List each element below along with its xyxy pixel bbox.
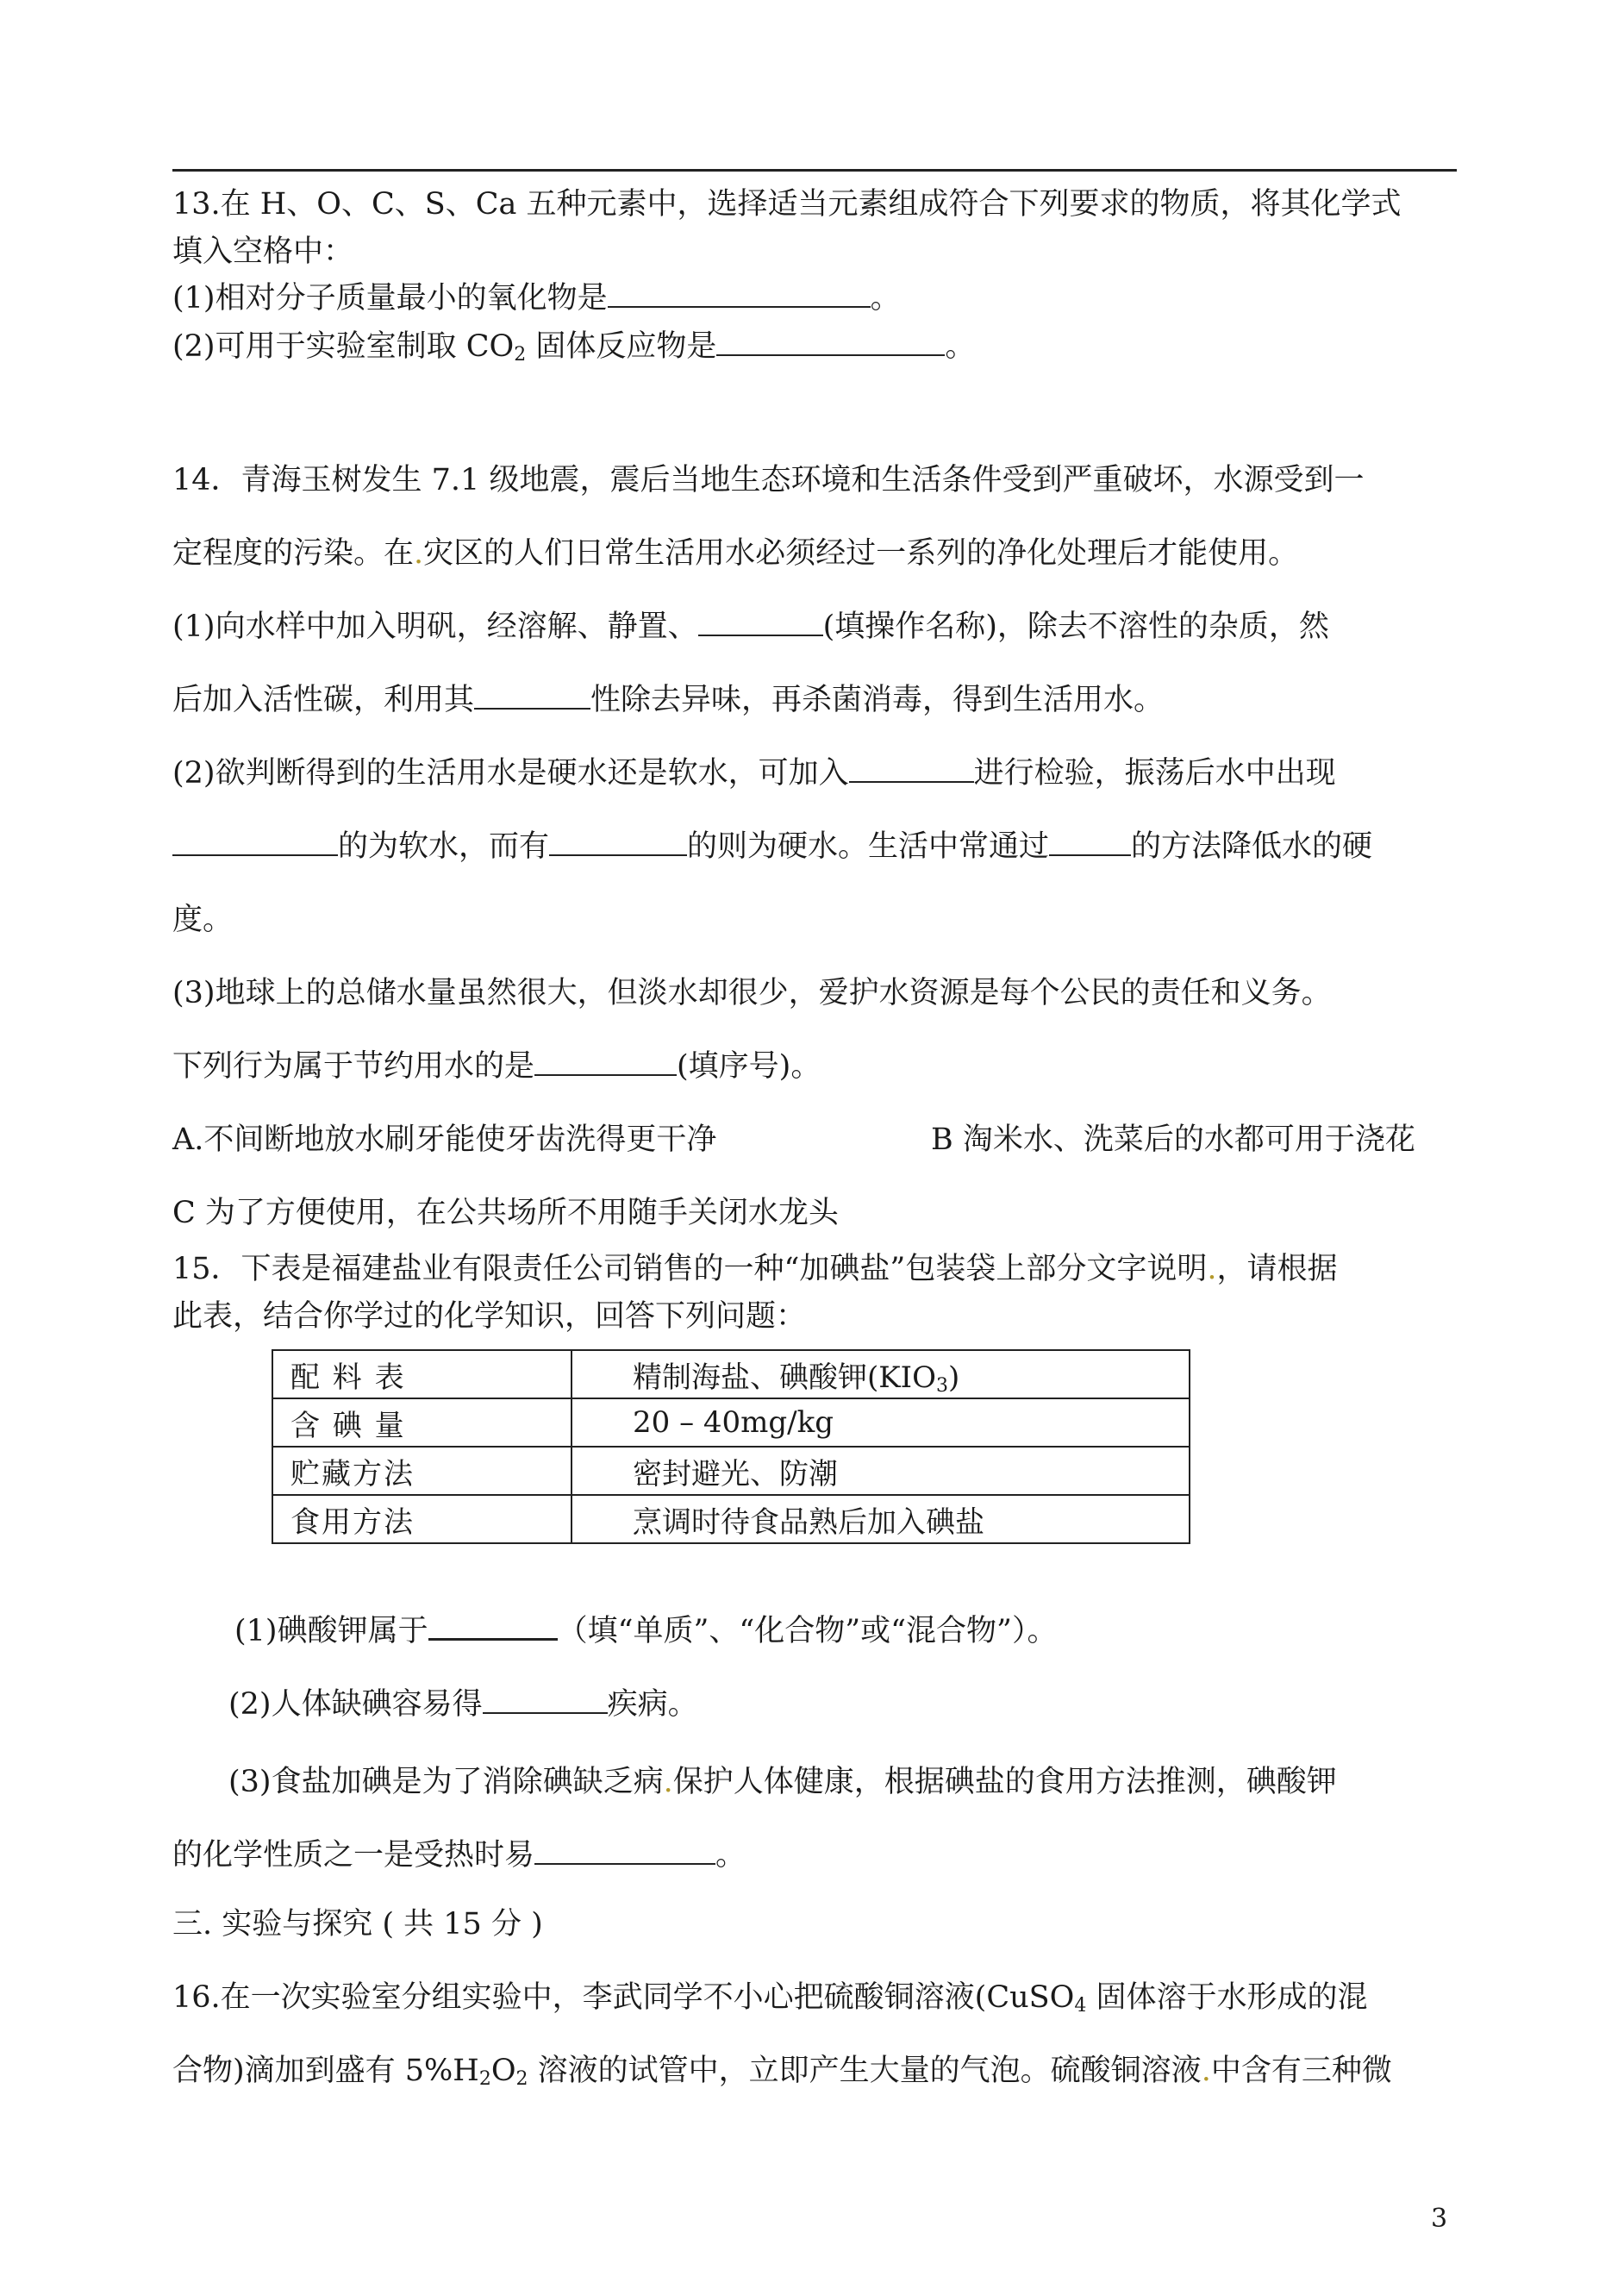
- table-value: 精制海盐、碘酸钾$(KIO_3)$: [572, 1350, 1190, 1398]
- q14-line9: 下列行为属于节约用水的是 (填序号)。: [172, 1049, 821, 1084]
- answer-blank[interactable]: [608, 280, 871, 308]
- answer-blank[interactable]: [549, 829, 687, 856]
- q13-part2: (2)可用于实验室制取 $CO_2$ 固体反应物是 。: [172, 329, 976, 366]
- answer-blank[interactable]: [1049, 829, 1131, 856]
- page-number: 3: [1431, 2204, 1448, 2234]
- q15-line2: 此表，结合你学过的化学知识，回答下列问题：: [172, 1299, 807, 1334]
- table-key: 配 料 表: [272, 1350, 572, 1398]
- table-key: 贮藏方法: [272, 1447, 572, 1495]
- answer-blank[interactable]: [698, 609, 823, 636]
- table-row: [272, 1495, 1190, 1543]
- q14-line6: 的为软水，而有 的则为硬水。生活中常通过 的方法降低水的硬: [172, 828, 1372, 866]
- q14-option-b: B 淘米水、洗菜后的水都可用于浇花: [931, 1122, 1415, 1157]
- answer-blank[interactable]: [474, 682, 590, 710]
- answer-blank[interactable]: [849, 755, 974, 783]
- table-key: 含 碘 量: [272, 1398, 572, 1447]
- q13-stem-line1: 13.在 H、O、C、S、Ca 五种元素中，选择适当元素组成符合下列要求的物质，将其化学式: [172, 187, 1402, 222]
- q14-line5: (2)欲判断得到的生活用水是硬水还是软水，可加入 进行检验，振荡后水中出现: [172, 756, 1336, 791]
- table-row: [272, 1398, 1190, 1447]
- q14-line1: 14．青海玉树发生 7.1 级地震，震后当地生态环境和生活条件受到严重破坏，水源受到一: [172, 463, 1365, 497]
- q15-line1: 15．下表是福建盐业有限责任公司销售的一种“加碘盐”包装袋上部分文字说明.，请根据: [172, 1252, 1338, 1286]
- table-value: 烹调时待食品熟后加入碘盐: [572, 1495, 1190, 1543]
- answer-blank[interactable]: [172, 829, 338, 856]
- q16-line2: 合物)滴加到盛有 $5\%H_2O_2$ 溶液的试管中，立即产生大量的气泡。硫酸铜溶液.中含有三种微: [172, 2054, 1392, 2090]
- q14-line7: 度。: [172, 903, 234, 937]
- table-value: 密封避光、防潮: [572, 1447, 1190, 1495]
- section-heading: 三. 实验与探究 ( 共 15 分 ): [172, 1907, 543, 1942]
- q14-option-c: C 为了方便使用，在公共场所不用随手关闭水龙头: [172, 1196, 839, 1230]
- q13-stem-line2: 填入空格中：: [172, 235, 354, 269]
- q13-part1: (1)相对分子质量最小的氧化物是 。: [172, 281, 901, 316]
- q14-line3: (1)向水样中加入明矾，经溶解、静置、 (填操作名称)，除去不溶性的杂质，然: [172, 610, 1329, 644]
- q14-line8: (3)地球上的总储水量虽然很大，但淡水却很少，爱护水资源是每个公民的责任和义务。: [172, 976, 1332, 1010]
- table-key: 食用方法: [272, 1495, 572, 1543]
- answer-blank[interactable]: [483, 1686, 608, 1714]
- q15-part3: (3)食盐加碘是为了消除碘缺乏病.保护人体健康，根据碘盐的食用方法推测，碘酸钾: [228, 1765, 1337, 1799]
- table-row: [272, 1447, 1190, 1495]
- iodized-salt-label-table: [272, 1349, 1190, 1544]
- answer-blank[interactable]: [428, 1612, 558, 1641]
- header-rule: [172, 169, 1457, 172]
- answer-blank[interactable]: [534, 1048, 677, 1076]
- q15-part1: (1)碘酸钾属于 （填“单质”、“化合物”或“混合物”）。: [234, 1614, 1058, 1648]
- answer-blank[interactable]: [534, 1837, 715, 1865]
- table-value: 20 – 40mg/kg: [572, 1398, 1190, 1447]
- q14-option-a: A.不间断地放水刷牙能使牙齿洗得更干净: [172, 1122, 717, 1157]
- q14-line2: 定程度的污染。在.灾区的人们日常生活用水必须经过一系列的净化处理后才能使用。: [172, 536, 1299, 571]
- q16-line1: 16.在一次实验室分组实验中，李武同学不小心把硫酸铜溶液(CuSO$_4$ 固体溶于水形成的混: [172, 1980, 1368, 2017]
- answer-blank[interactable]: [716, 328, 945, 356]
- table-row: [272, 1350, 1190, 1398]
- q15-part3-cont: 的化学性质之一是受热时易 。: [172, 1838, 746, 1873]
- q15-part2: (2)人体缺碘容易得 疾病。: [228, 1687, 698, 1722]
- q14-line4: 后加入活性碳，利用其 性除去异味，再杀菌消毒，得到生活用水。: [172, 683, 1165, 717]
